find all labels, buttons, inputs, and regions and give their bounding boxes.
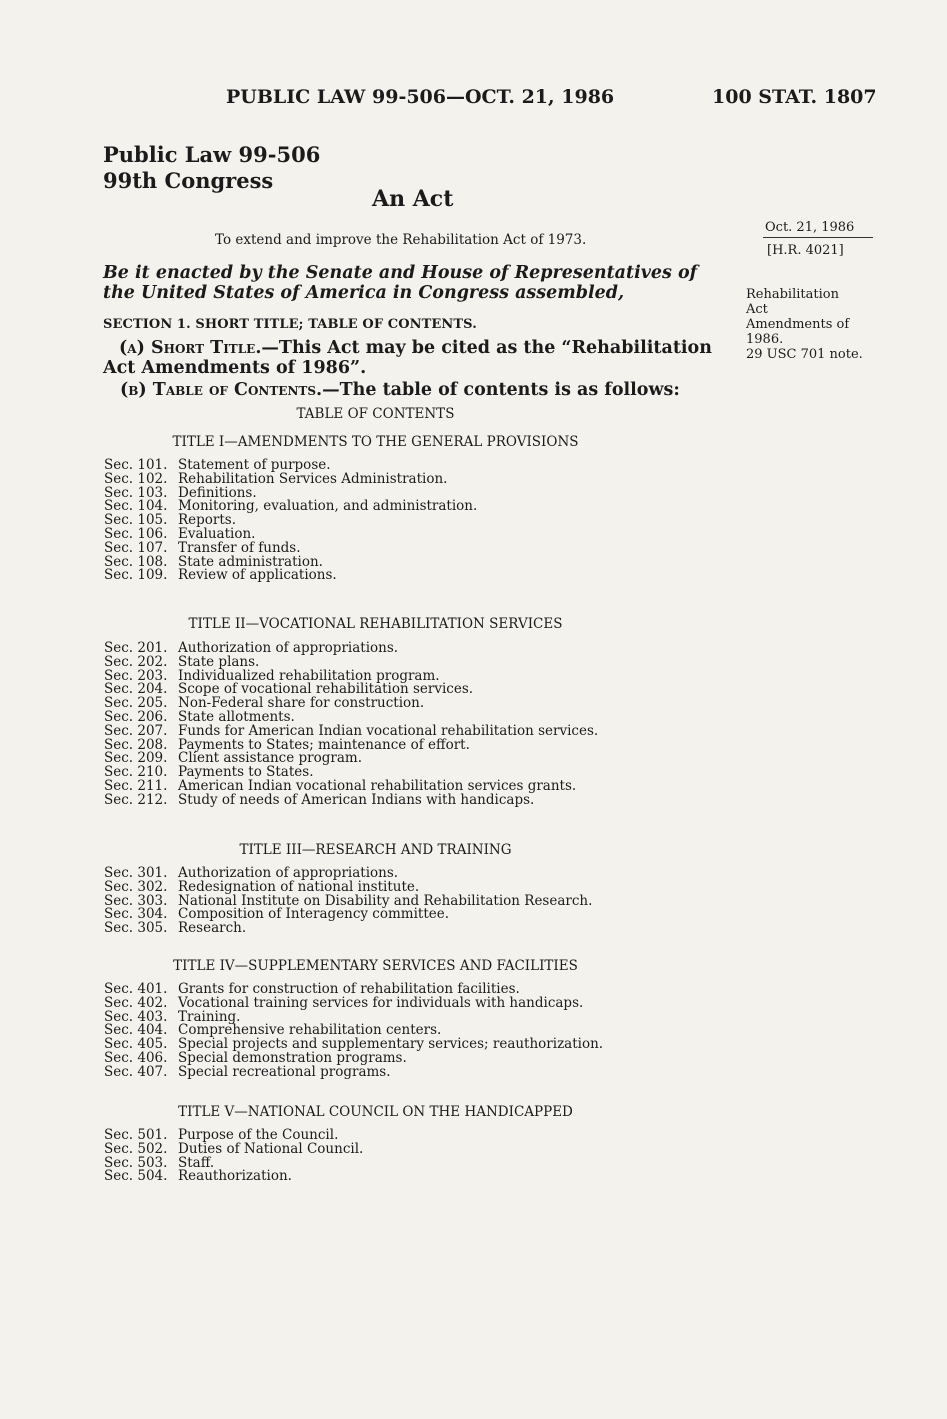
- margin-rule: [763, 237, 873, 238]
- toc-entry-title: Authorization of appropriations.: [178, 640, 399, 656]
- toc-entry-title: Evaluation.: [178, 525, 256, 542]
- toc-entry-title: Scope of vocational rehabilitation services.: [178, 681, 474, 698]
- toc-entry-title: Review of applications.: [178, 567, 337, 584]
- toc-entry-title: Special demonstration programs.: [178, 1049, 407, 1066]
- toc-entry-number: Sec. 405.: [104, 1036, 168, 1053]
- toc-entry-title: Client assistance program.: [178, 750, 362, 767]
- paragraph-b: [120, 380, 680, 400]
- toc-entry-title: Reauthorization.: [178, 1168, 292, 1185]
- toc-entry-number: Sec. 401.: [104, 981, 168, 997]
- margin-note: [746, 287, 886, 362]
- toc-entry-number: Sec. 205.: [104, 695, 168, 712]
- toc-entry-number: Sec. 502.: [104, 1140, 168, 1157]
- paragraph-a: [103, 338, 725, 378]
- toc-entry-title: Study of needs of American Indians with handicaps.: [178, 791, 535, 808]
- toc-entry-number: Sec. 403.: [104, 1008, 168, 1025]
- toc-entry-title: American Indian vocational rehabilitation services grants.: [178, 777, 577, 794]
- toc-entry-title: Funds for American Indian vocational rehabilitation services.: [178, 722, 599, 739]
- toc-title-heading-text: TITLE V—NATIONAL COUNCIL ON THE HANDICAPPED: [178, 1104, 573, 1120]
- toc-entry-title: Purpose of the Council.: [178, 1127, 339, 1143]
- toc-heading-text: TABLE OF CONTENTS: [296, 406, 455, 422]
- toc-title-heading: [0, 1104, 947, 1120]
- toc-entry-title: State plans.: [178, 653, 260, 670]
- toc-entry-title: State administration.: [178, 553, 323, 570]
- toc-entry-number: Sec. 304.: [104, 906, 168, 923]
- toc-entry-title: Individualized rehabilitation program.: [178, 667, 440, 684]
- toc-entry-number: Sec. 103.: [104, 484, 168, 501]
- toc-entry-title: Authorization of appropriations.: [178, 865, 399, 881]
- toc-title-heading-text: TITLE II—VOCATIONAL REHABILITATION SERVICES: [188, 616, 563, 632]
- toc-title-heading-text: TITLE III—RESEARCH AND TRAINING: [239, 842, 512, 858]
- toc-entry-number: Sec. 210.: [104, 764, 168, 781]
- margin-note-line: Act: [746, 302, 768, 317]
- toc-entry: [104, 1063, 603, 1080]
- toc-entry-title: Reports.: [178, 512, 237, 529]
- toc-entry-number: Sec. 504.: [104, 1168, 168, 1185]
- toc-entry-number: Sec. 203.: [104, 667, 168, 684]
- toc-entry-number: Sec. 101.: [104, 457, 168, 473]
- toc-entry-title: Grants for construction of rehabilitation facilities.: [178, 981, 520, 997]
- act-title: An Act: [372, 186, 454, 212]
- toc-section-list: [104, 459, 477, 583]
- toc-entry-number: Sec. 501.: [104, 1127, 168, 1143]
- toc-entry-number: Sec. 303.: [104, 892, 168, 909]
- toc-entry-number: Sec. 207.: [104, 722, 168, 739]
- paragraph-a-text: —This Act may be cited as the “Rehabilitation Act Amendments of 1986”.: [103, 338, 712, 378]
- toc-section-list: [104, 867, 592, 936]
- margin-bill-number: [H.R. 4021]: [767, 243, 844, 258]
- toc-entry-number: Sec. 107.: [104, 539, 168, 556]
- toc-entry-number: Sec. 211.: [104, 777, 168, 794]
- toc-entry-title: Vocational training services for individuals with handicaps.: [178, 994, 584, 1011]
- margin-note-line: 29 USC 701 note.: [746, 347, 863, 362]
- toc-entry-title: Monitoring, evaluation, and administration.: [178, 498, 478, 515]
- toc-entry-number: Sec. 407.: [104, 1063, 168, 1080]
- toc-entry-title: Comprehensive rehabilitation centers.: [178, 1022, 442, 1039]
- toc-title-heading: [0, 434, 947, 450]
- toc-entry-number: Sec. 109.: [104, 567, 168, 584]
- toc-entry-number: Sec. 102.: [104, 470, 168, 487]
- congress-number: 99th Congress: [103, 168, 274, 193]
- toc-entry-number: Sec. 503.: [104, 1154, 168, 1171]
- toc-entry-number: Sec. 208.: [104, 736, 168, 753]
- toc-entry-number: Sec. 302.: [104, 878, 168, 895]
- toc-entry-number: Sec. 204.: [104, 681, 168, 698]
- toc-entry-number: Sec. 209.: [104, 750, 168, 767]
- margin-date: Oct. 21, 1986: [765, 220, 855, 235]
- toc-entry-number: Sec. 104.: [104, 498, 168, 515]
- public-law-number: Public Law 99-506: [103, 142, 321, 167]
- toc-entry-title: Transfer of funds.: [178, 539, 301, 556]
- margin-note-line: 1986.: [746, 332, 784, 347]
- toc-entry-number: Sec. 202.: [104, 653, 168, 670]
- toc-title-heading-text: TITLE I—AMENDMENTS TO THE GENERAL PROVISIONS: [172, 434, 579, 450]
- toc-entry-title: Composition of Interagency committee.: [178, 906, 450, 923]
- toc-entry-title: Redesignation of national institute.: [178, 878, 420, 895]
- toc-entry-title: Special projects and supplementary services; reauthorization.: [178, 1036, 604, 1053]
- paragraph-b-label: (b) Table of Contents.: [120, 380, 323, 400]
- toc-section-list: [104, 1129, 363, 1184]
- toc-entry-title: Duties of National Council.: [178, 1140, 364, 1157]
- toc-entry-number: Sec. 305.: [104, 920, 168, 937]
- toc-entry-number: Sec. 108.: [104, 553, 168, 570]
- toc-entry-title: Rehabilitation Services Administration.: [178, 470, 448, 487]
- toc-entry-number: Sec. 212.: [104, 791, 168, 808]
- toc-entry: [104, 569, 477, 583]
- toc-entry-title: Special recreational programs.: [178, 1063, 391, 1080]
- toc-entry-number: Sec. 106.: [104, 525, 168, 542]
- toc-entry-title: Staff.: [178, 1154, 215, 1171]
- toc-entry: [104, 922, 592, 936]
- act-purpose: To extend and improve the Rehabilitation Act of 1973.: [215, 232, 587, 248]
- toc-entry-number: Sec. 206.: [104, 708, 168, 725]
- margin-note-line: Amendments of: [746, 317, 850, 332]
- section-1-heading: SECTION 1. SHORT TITLE; TABLE OF CONTENTS.: [103, 317, 477, 332]
- toc-entry-number: Sec. 105.: [104, 512, 168, 529]
- toc-entry-title: Statement of purpose.: [178, 457, 331, 473]
- toc-title-heading: [0, 616, 947, 632]
- toc-entry-number: Sec. 201.: [104, 640, 168, 656]
- toc-entry-number: Sec. 406.: [104, 1049, 168, 1066]
- toc-entry-title: Payments to States.: [178, 764, 314, 781]
- toc-entry-number: Sec. 301.: [104, 865, 168, 881]
- toc-entry: [104, 1170, 363, 1184]
- toc-entry-title: Non-Federal share for construction.: [178, 695, 425, 712]
- enacting-clause: Be it enacted by the Senate and House of Representatives of the United States of America in Congress assembled,: [103, 263, 698, 303]
- paragraph-b-text: —The table of contents is as follows:: [322, 380, 680, 400]
- toc-title-heading: [0, 958, 947, 974]
- toc-entry-title: Research.: [178, 920, 247, 937]
- running-head: PUBLIC LAW 99-506—OCT. 21, 1986: [226, 86, 615, 108]
- toc-heading: [0, 406, 947, 422]
- toc-entry-number: Sec. 404.: [104, 1022, 168, 1039]
- law-identifier: [103, 142, 320, 194]
- toc-section-list: [104, 642, 598, 808]
- toc-title-heading: [0, 842, 947, 858]
- statute-page-number: 100 STAT. 1807: [712, 86, 877, 108]
- toc-entry-title: Payments to States; maintenance of effort.: [178, 736, 470, 753]
- toc-entry-title: Definitions.: [178, 484, 257, 501]
- toc-entry-number: Sec. 402.: [104, 994, 168, 1011]
- toc-section-list: [104, 983, 603, 1080]
- paragraph-a-label: (a) Short Title.: [119, 338, 262, 358]
- toc-entry-title: National Institute on Disability and Rehabilitation Research.: [178, 892, 593, 909]
- toc-entry-title: Training.: [178, 1008, 241, 1025]
- toc-entry-title: State allotments.: [178, 708, 295, 725]
- margin-note-line: Rehabilitation: [746, 287, 839, 302]
- toc-title-heading-text: TITLE IV—SUPPLEMENTARY SERVICES AND FACILITIES: [173, 958, 578, 974]
- toc-entry: [104, 791, 598, 808]
